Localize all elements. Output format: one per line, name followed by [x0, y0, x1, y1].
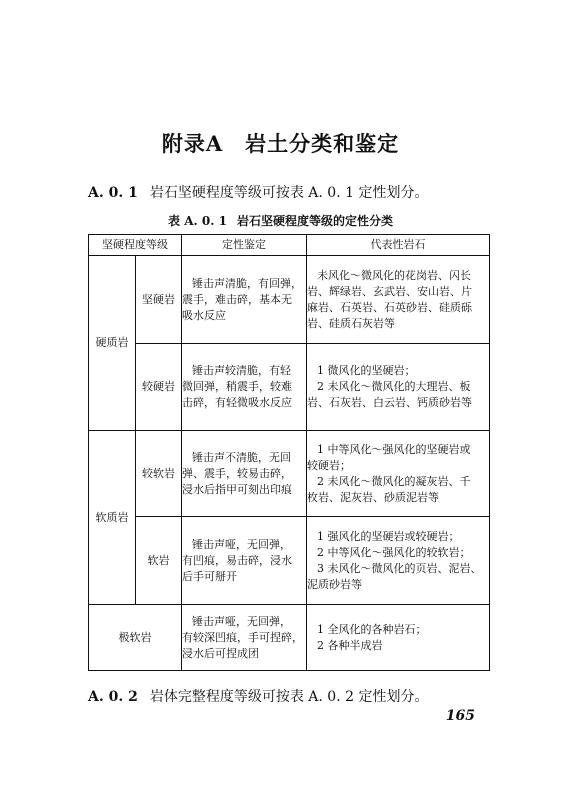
table-caption-title: 岩石坚硬程度等级的定性分类 — [236, 214, 393, 228]
text-line: 浸水后可捏成团 — [182, 646, 259, 660]
text-line: 锤击声哑，无回弹， — [192, 614, 291, 628]
text-line: 浸水后指甲可刻出印痕 — [182, 482, 292, 496]
header-hardness-grade: 坚硬程度等级 — [89, 235, 182, 256]
text-line: 未风化～微风化的花岗岩、闪长 — [317, 268, 471, 282]
text-line: 2 各种半成岩 — [317, 638, 383, 652]
text-line: 岩、石灰岩、白云岩、钙质砂岩等 — [307, 396, 472, 409]
description-cell — [182, 256, 307, 344]
category-extremely-soft-rock: 极软岩 — [89, 605, 182, 671]
text-line: 震手，难击碎，基本无 — [182, 292, 292, 306]
text-line: 较硬岩； — [307, 458, 351, 472]
text-line: 有凹痕，易击碎，浸水 — [182, 553, 292, 567]
clause-a01 — [88, 182, 428, 202]
text-line: 吸水反应 — [182, 308, 226, 322]
appendix-heading: 岩土分类和鉴定 — [245, 131, 400, 156]
table-caption — [0, 212, 561, 229]
appendix-title — [0, 128, 561, 158]
clause-a02 — [88, 686, 428, 706]
text-line: 2 中等风化～强风化的较软岩； — [317, 545, 471, 559]
text-line: 1 中等风化～强风化的坚硬岩或 — [317, 442, 471, 456]
description-cell — [182, 344, 307, 431]
subcategory-cell: 较软岩 — [136, 431, 182, 517]
description-cell — [182, 517, 307, 605]
text-line: 岩、辉绿岩、玄武岩、安山岩、片 — [307, 284, 472, 298]
text-line: 3 未风化～微风化的页岩、泥岩、 — [317, 561, 482, 575]
table-caption-number: 表 A. 0. 1 — [168, 214, 227, 228]
rocks-cell — [307, 344, 490, 431]
table-row — [89, 344, 490, 431]
description-cell — [182, 431, 307, 517]
appendix-label: 附录A — [161, 131, 224, 156]
text-line: 1 全风化的各种岩石； — [317, 622, 427, 636]
text-line: 微回弹，稍震手，较难 — [182, 380, 292, 393]
description-cell — [182, 605, 307, 671]
rocks-cell — [307, 517, 490, 605]
subcategory-cell: 较硬岩 — [136, 344, 182, 431]
subcategory-cell: 坚硬岩 — [136, 256, 182, 344]
text-line: 锤击声清脆，有回弹， — [192, 276, 302, 290]
category-hard-rock: 硬质岩 — [89, 256, 136, 431]
page-number: 165 — [445, 708, 475, 724]
category-soft-rock: 软质岩 — [89, 431, 136, 605]
rocks-cell — [307, 431, 490, 517]
clause-number: A. 0. 2 — [88, 689, 138, 705]
text-line: 1 微风化的坚硬岩； — [317, 364, 416, 377]
text-line: 泥质砂岩等 — [307, 577, 362, 591]
text-line: 麻岩、石英岩、石英砂岩、硅质砾 — [307, 300, 472, 314]
text-line: 枚岩、泥灰岩、砂质泥岩等 — [307, 490, 439, 504]
text-line: 有较深凹痕，手可捏碎， — [182, 630, 303, 644]
text-line: 2 未风化～微风化的大理岩、板 — [317, 380, 471, 393]
text-line: 后手可掰开 — [182, 569, 237, 583]
clause-text: 岩石坚硬程度等级可按表 A. 0. 1 定性划分。 — [149, 185, 429, 201]
table-row — [89, 517, 490, 605]
clause-text: 岩体完整程度等级可按表 A. 0. 2 定性划分。 — [149, 689, 429, 705]
table-header-row — [89, 235, 490, 256]
table-row — [89, 256, 490, 344]
text-line: 1 强风化的坚硬岩或较硬岩； — [317, 529, 460, 543]
rocks-cell — [307, 256, 490, 344]
header-representative-rocks: 代表性岩石 — [307, 235, 490, 256]
text-line: 2 未风化～微风化的凝灰岩、千 — [317, 474, 471, 488]
text-line: 锤击声较清脆，有轻 — [192, 364, 291, 377]
text-line: 岩、硅质石灰岩等 — [307, 316, 395, 330]
subcategory-cell: 软岩 — [136, 517, 182, 605]
text-line: 弹、震手，较易击碎， — [182, 466, 292, 480]
text-line: 锤击声不清脆，无回 — [192, 450, 291, 464]
rocks-cell — [307, 605, 490, 671]
clause-number: A. 0. 1 — [88, 185, 138, 201]
rock-hardness-table — [88, 234, 490, 671]
table-row — [89, 605, 490, 671]
header-qualitative-identification: 定性鉴定 — [182, 235, 307, 256]
text-line: 击碎，有轻微吸水反应 — [182, 396, 292, 409]
table-row — [89, 431, 490, 517]
text-line: 锤击声哑，无回弹， — [192, 537, 291, 551]
